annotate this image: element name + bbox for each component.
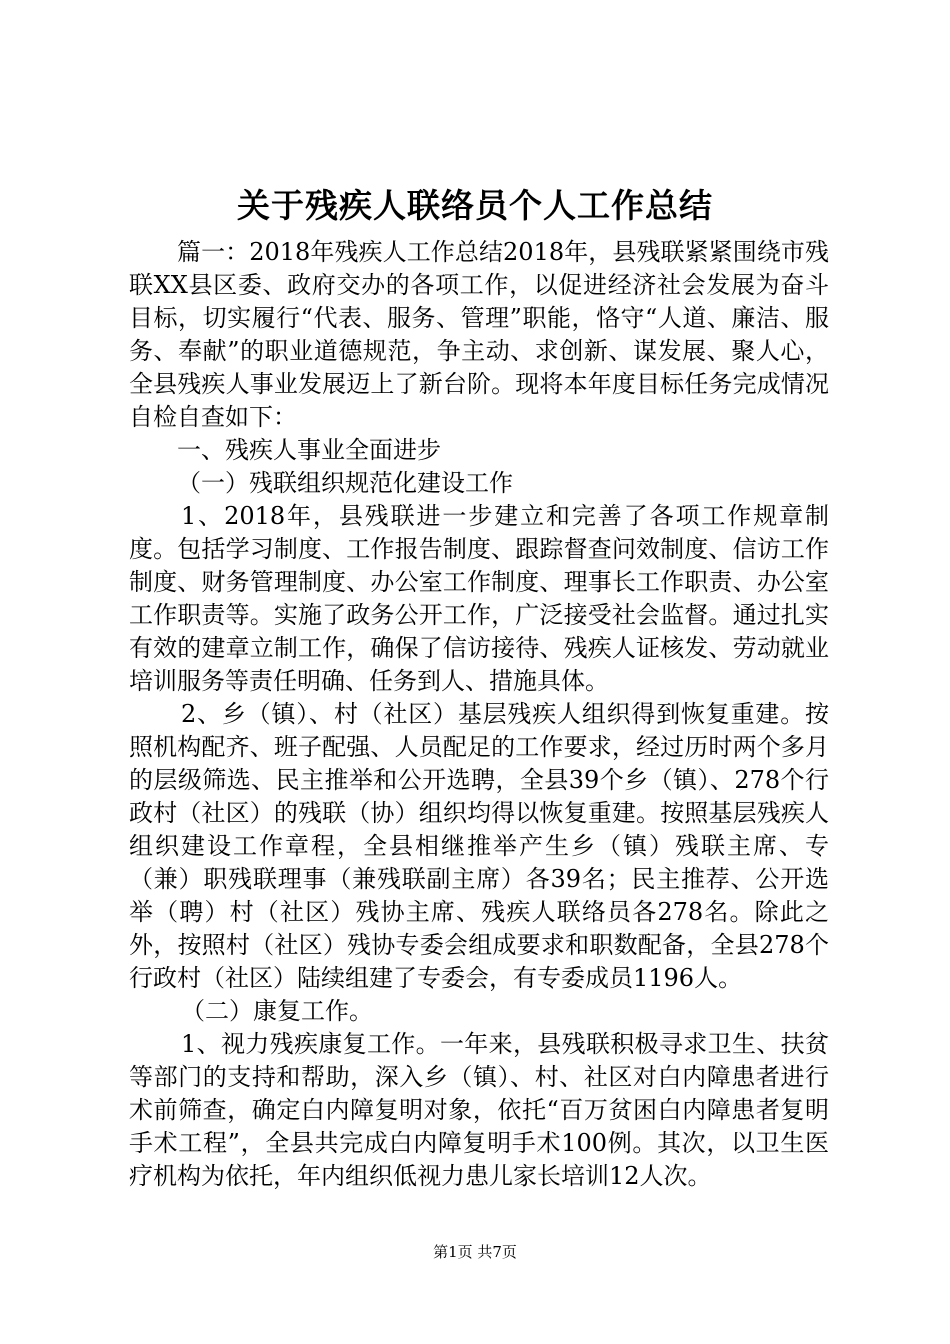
document-title: 关于残疾人联络员个人工作总结	[237, 186, 713, 225]
subsection-heading-1: （一）残联组织规范化建设工作	[177, 469, 513, 497]
paragraph-item-2: 2、乡（镇）、村（社区）基层残疾人组织得到恢复重建。按照机构配齐、班子配强、人员配足的工作要求，经过历时两个多月的层级筛选、民主推举和公开选聘，全县39个乡（镇）、278个行政村（社区）的残联（协）组织均得以恢复重建。按照基层残疾人组织建设工作章程，全县相继推举产生乡（镇）残联主席、专（兼）职残联理事（兼残联副主席）各39名；民主推荐、公开选举（聘）村（社区）残协主席、残疾人联络员各278名。除此之外，按照村（社区）残协专委会组成要求和职数配备，全县278个行政村（社区）陆续组建了专委会，有专委成员1196人。	[129, 700, 829, 992]
section-heading-1: 一、残疾人事业全面进步	[177, 436, 441, 464]
paragraph-item-3: 1、视力残疾康复工作。一年来，县残联积极寻求卫生、扶贫等部门的支持和帮助，深入乡（镇）、村、社区对白内障患者进行术前筛查，确定白内障复明对象，依托“百万贫困白内障患者复明手术工程”，全县共完成白内障复明手术100例。其次，以卫生医疗机构为依托，年内组织低视力患儿家长培训12人次。	[129, 1030, 829, 1190]
paragraph-item-1: 1、2018年，县残联进一步建立和完善了各项工作规章制度。包括学习制度、工作报告制度、跟踪督查问效制度、信访工作制度、财务管理制度、办公室工作制度、理事长工作职责、办公室工作职责等。实施了政务公开工作，广泛接受社会监督。通过扎实有效的建章立制工作，确保了信访接待、残疾人证核发、劳动就业培训服务等责任明确、任务到人、措施具体。	[129, 502, 829, 695]
paragraph-intro: 篇一：2018年残疾人工作总结2018年，县残联紧紧围绕市残联XX县区委、政府交办的各项工作，以促进经济社会发展为奋斗目标，切实履行“代表、服务、管理”职能，恪守“人道、廉洁、服务、奉献”的职业道德规范，争主动、求创新、谋发展、聚人心，全县残疾人事业发展迈上了新台阶。现将本年度目标任务完成情况自检自查如下：	[129, 238, 829, 431]
subsection-heading-2: （二）康复工作。	[181, 997, 373, 1025]
page-footer: 第1页 共7页	[433, 1243, 517, 1261]
document-body	[129, 236, 829, 1193]
